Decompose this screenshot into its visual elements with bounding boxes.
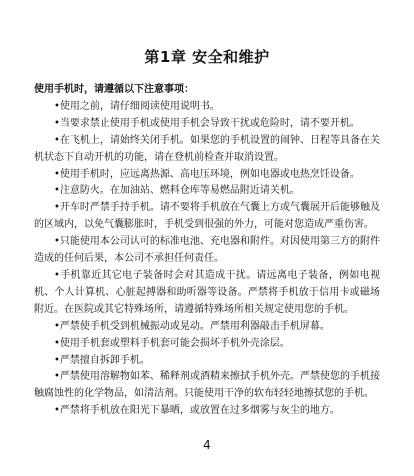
list-item: •严禁擅自拆卸手机。: [54, 354, 150, 366]
page-number: 4: [203, 438, 211, 452]
list-item: •使用之前，请仔细阅读使用说明书。: [54, 100, 220, 112]
list-item: •严禁将手机放在阳光下暴晒，或放置在过多烟雾与灰尘的地方。: [54, 405, 340, 417]
section-heading: 使用手机时，请遵循以下注意事项：: [34, 84, 194, 95]
list-item: •开车时严禁手持手机。请不要将手机放在气囊上方或气囊展开后能够触及的区域内，以免气囊膨胀时，手机受到很强的外力，可能对您造成严重伤害。: [34, 202, 380, 231]
list-item: •严禁使用溶解物如苯、稀释剂或酒精来擦拭手机外壳。严禁使您的手机接触腐蚀性的化学物品，如清洁剂。只能使用干净的软布轻轻地擦拭您的手机。: [34, 371, 380, 400]
precaution-list: [34, 99, 380, 420]
list-item: •注意防火。在加油站、燃料仓库等易燃品附近请关机。: [54, 185, 300, 197]
list-item: •当要求禁止使用手机或使用手机会导致干扰或危险时，请不要开机。: [54, 117, 360, 129]
list-item: •在飞机上，请始终关闭手机。如果您的手机设置的闹钟、日程等具备在关机状态下自动开机的功能，请在登机前检查并取消设置。: [34, 134, 380, 163]
list-item: •只能使用本公司认可的标准电池、充电器和附件。对因使用第三方的附件造成的任何后果，本公司不承担任何责任。: [34, 236, 380, 265]
list-item: •严禁使手机受到机械振动或晃动。严禁用利器敲击手机屏幕。: [54, 320, 330, 332]
page-body: [34, 82, 380, 420]
list-item: •使用手机套或塑料手机套可能会损坏手机外壳涂层。: [54, 337, 290, 349]
list-item: •手机靠近其它电子装备时会对其造成干扰。请远离电子装备，例如电视机、个人计算机、心脏起搏器和助听器等设备。严禁将手机放于信用卡或磁场附近。在医院或其它特殊场所，请遵循特殊场所相关规定使用您的手机。: [34, 269, 380, 315]
page-title: 第1章 安全和维护: [144, 48, 270, 66]
list-item: •使用手机时，应远离热源、高电压环境，例如电器或电热烹饪设备。: [54, 168, 360, 180]
